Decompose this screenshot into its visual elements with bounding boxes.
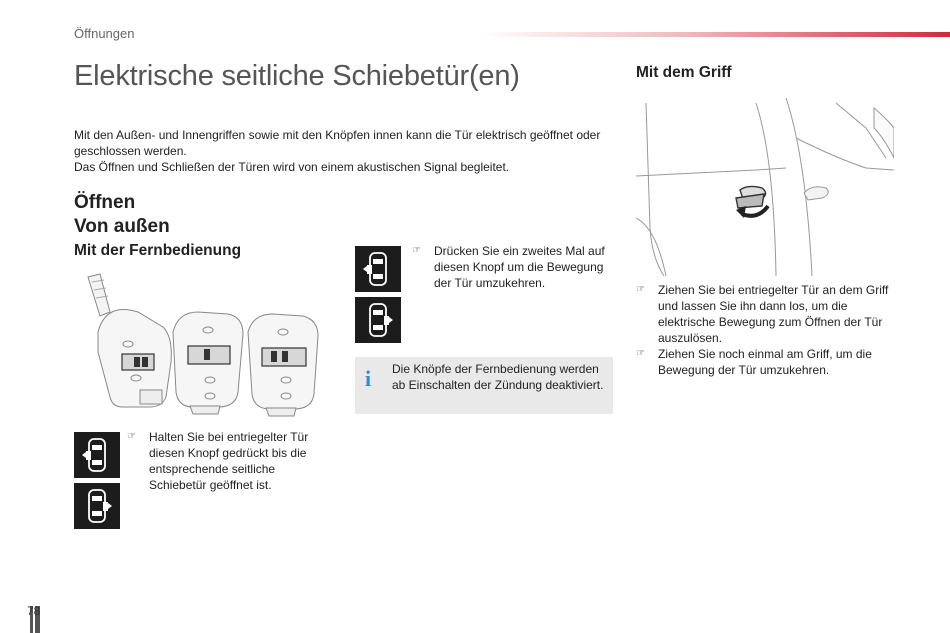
sliding-door-right-icon [74,483,120,529]
info-box [355,357,613,414]
pointing-hand-icon: ☞ [127,431,136,442]
sliding-door-left-button-icon-2 [355,246,401,292]
sliding-door-left-icon [74,432,120,478]
heading-open-title: Öffnen [74,192,136,213]
page-number: 78 [27,604,41,618]
handle-step-pull [636,282,896,346]
sliding-door-right-button-icon [74,483,120,529]
handle-step-pull-text: Ziehen Sie bei entriegelter Tür an dem Griff und lassen Sie ihn dann los, um die elektrische Bewegung zum Öffnen der Tür auszulösen. [658,283,889,345]
info-text: Die Knöpfe der Fernbedienung werden ab Einschalten der Zündung deaktiviert. [392,362,604,392]
remote-step-hold-text: Halten Sie bei entriegelter Tür diesen Knopf gedrückt bis die entsprechende seitliche Schiebetür geöffnet ist. [149,430,309,492]
header-accent-bar [478,32,950,37]
remote-step-again-text: Drücken Sie ein zweites Mal auf diesen Knopf um die Bewegung der Tür umzukehren. [434,244,605,290]
sliding-door-left-icon [355,246,401,292]
page-title: Elektrische seitliche Schiebetür(en) [74,60,520,92]
door-handle-illustration [636,98,894,276]
pointing-hand-icon: ☞ [636,348,645,359]
sliding-door-right-button-icon-2 [355,297,401,343]
intro-text [74,127,619,175]
intro-paragraph-2: Das Öffnen und Schließen der Türen wird von einem akustischen Signal begleitet. [74,160,510,174]
handle-step-again-text: Ziehen Sie noch einmal am Griff, um die Bewegung der Tür umzukehren. [658,347,872,377]
pointing-hand-icon: ☞ [412,245,421,256]
sliding-door-left-button-icon [74,432,120,478]
heading-remote: Mit der Fernbedienung [74,242,242,259]
pointing-hand-icon: ☞ [636,284,645,295]
heading-handle: Mit dem Griff [636,64,732,81]
heading-outside-title: Von außen [74,216,170,237]
handle-step-again [636,346,896,378]
remote-step-again [412,243,617,291]
section-title: Öffnungen [74,26,135,41]
heading-open [74,191,170,239]
remote-step-hold [127,429,322,493]
info-icon: i [365,366,372,391]
key-fob-illustration [78,272,336,422]
intro-paragraph-1: Mit den Außen- und Innengriffen sowie mit den Knöpfen innen kann die Tür elektrisch geöffnet oder geschlossen werden. [74,128,601,158]
sliding-door-right-icon [355,297,401,343]
